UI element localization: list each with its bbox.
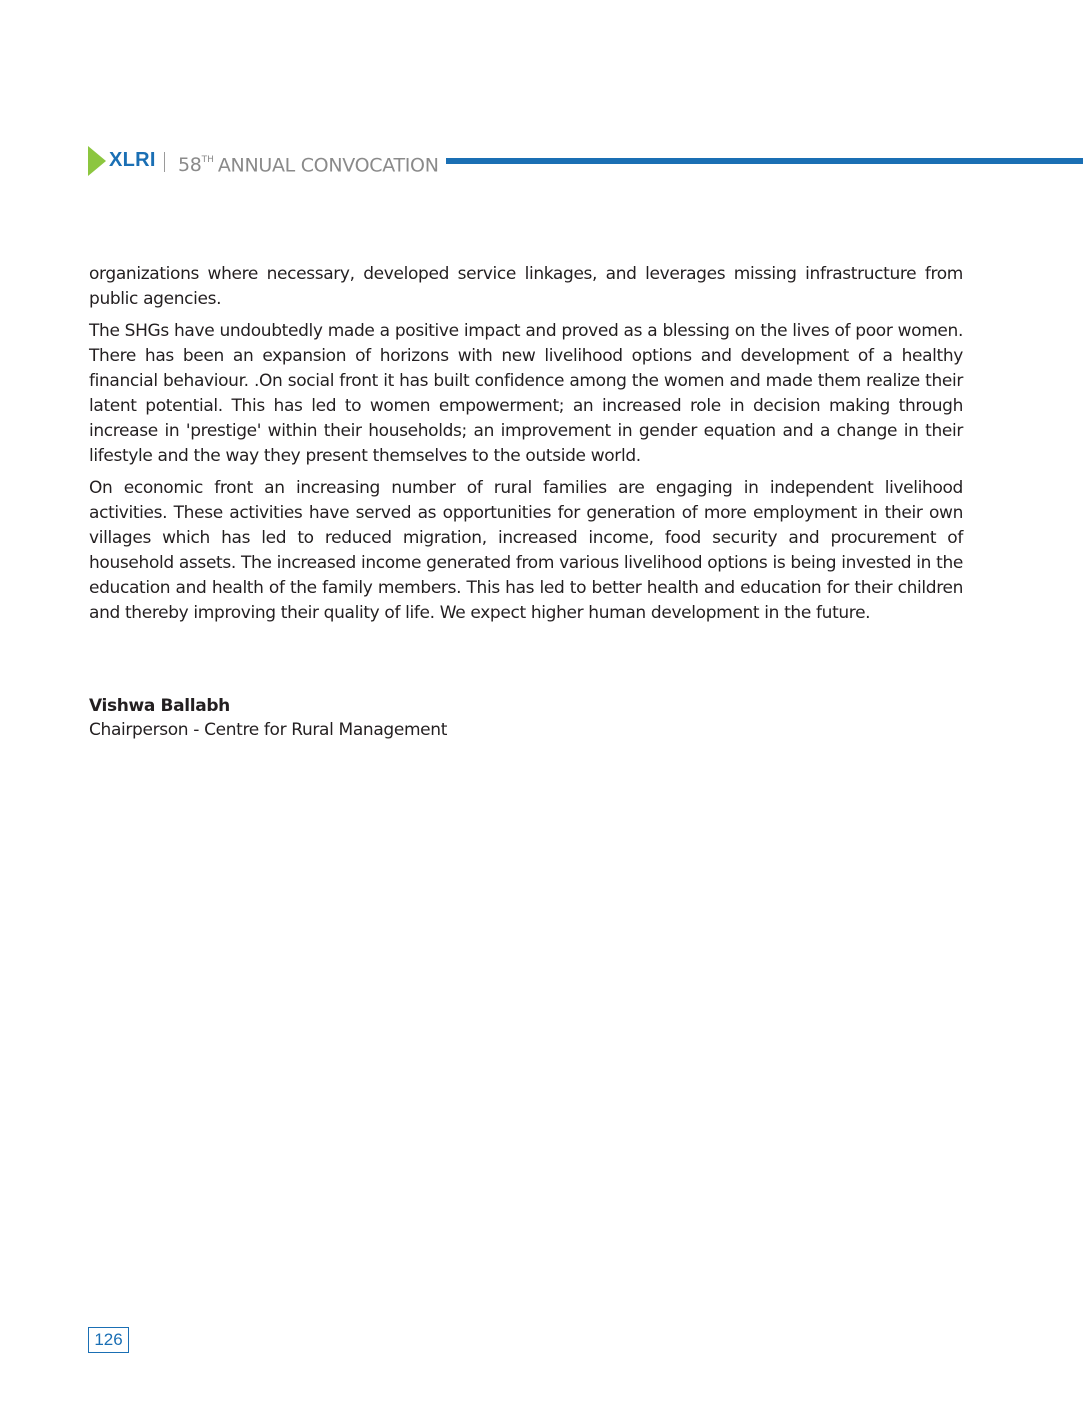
header-rule [446, 158, 1083, 164]
convocation-title-text: ANNUAL CONVOCATION [217, 154, 439, 177]
paragraph: organizations where necessary, developed service linkages, and leverages missing infrastructure from public agencies. [89, 264, 963, 309]
header-separator [164, 152, 165, 172]
page-number: 126 [88, 1327, 129, 1353]
signatory-name: Vishwa Ballabh [89, 696, 230, 716]
header-title [178, 150, 439, 177]
page-header [88, 145, 1083, 177]
convocation-number: 58 [178, 154, 202, 177]
logo-arrow-icon [88, 146, 106, 176]
paragraph: The SHGs have undoubtedly made a positive impact and proved as a blessing on the lives of poor women. There has been an expansion of horizons with new livelihood options and development of a healthy financial behaviour. .On social front it has built confidence among the women and made them realize their latent potential. This has led to women empowerment; an increased role in decision making through increase in 'prestige' within their households; an improvement in gender equation and a change in their lifestyle and the way they present themselves to the outside world. [89, 321, 963, 466]
signature-block [89, 694, 689, 742]
convocation-ordinal-suffix: TH [201, 155, 214, 165]
signatory-title: Chairperson - Centre for Rural Management [89, 720, 448, 740]
paragraph: On economic front an increasing number of rural families are engaging in independent livelihood activities. These activities have served as opportunities for generation of more employment in their own villages which has led to reduced migration, increased income, food security and procurement of household assets. The increased income generated from various livelihood options is being invested in the education and health of the family members. This has led to better health and education for their children and thereby improving their quality of life. We expect higher human development in the future. [89, 478, 963, 623]
logo-text: XLRI [109, 149, 156, 171]
article-body [89, 262, 963, 633]
